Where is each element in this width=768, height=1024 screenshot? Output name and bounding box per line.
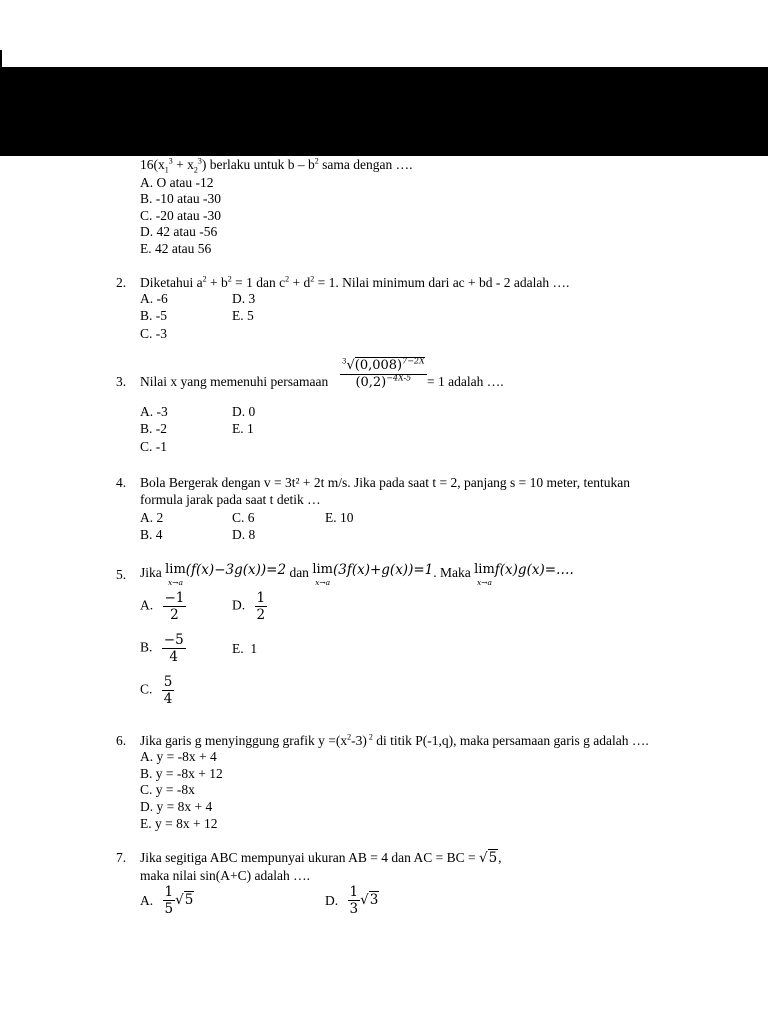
q2-option-d: D. 3 <box>232 291 256 306</box>
q3-stem: Nilai x yang memenuhi persamaan <box>140 374 329 389</box>
q3-option-d: D. 0 <box>232 404 256 419</box>
q7-stem-line1: Jika segitiga ABC mempunyai ukuran AB = 4 dan AC = BC = √5, <box>140 850 502 866</box>
q5-option-c: C. $\frac{5}{4}$ <box>140 674 173 707</box>
q1-option-c: C. -20 atau -30 <box>140 208 221 223</box>
q5-option-b: B. $\frac{-5}{4}$ <box>140 632 184 665</box>
q4-option-b: B. 4 <box>140 527 163 542</box>
q2-option-b: B. -5 <box>140 308 167 323</box>
q5-option-a: A. $\frac{-1}{2}$ <box>140 590 185 623</box>
q4-number: 4. <box>116 475 127 490</box>
q1-option-a: A. O atau -12 <box>140 175 214 190</box>
q6-option-a: A. y = -8x + 4 <box>140 749 217 764</box>
q3-denominator: $(0,2)^{-4X-5}$ <box>355 373 412 390</box>
q4-stem-line2: formula jarak pada saat t detik … <box>140 492 321 507</box>
q3-option-b: B. -2 <box>140 421 167 436</box>
redaction-bar <box>0 67 768 156</box>
q7-sqrt: √5 <box>478 850 498 866</box>
q3-numerator: $^3√(0,008)^{7-2X}$ <box>342 356 425 373</box>
q5-limit-2: lim x→a <box>312 562 333 587</box>
q1-continuation: $16(x_1^3 + x_2^3)$ berlaku untuk b – $b^2$ sama dengan …. <box>140 156 413 175</box>
q6-option-d: D. y = 8x + 4 <box>140 799 213 814</box>
q5-number: 5. <box>116 567 127 582</box>
q7-stem-line2: maka nilai sin(A+C) adalah …. <box>140 868 310 883</box>
q5-stem: Jika lim x→a (f(x)−3g(x))=2 dan lim x→a (3f(x)+g(x))=1. Maka lim x→a f(x)g(x)=…. <box>140 562 574 587</box>
q4-option-d: D. 8 <box>232 527 256 542</box>
q4-option-c: C. 6 <box>232 510 255 525</box>
q3-option-a: A. -3 <box>140 404 168 419</box>
page-edge-mark <box>0 50 2 68</box>
q3-option-e: E. 1 <box>232 421 254 436</box>
q3-number: 3. <box>116 374 127 389</box>
q4-option-e: E. 10 <box>325 510 354 525</box>
q1-option-b: B. -10 atau -30 <box>140 191 221 206</box>
q6-number: 6. <box>116 733 127 748</box>
q7-number: 7. <box>116 850 127 865</box>
q1-option-d: D. 42 atau -56 <box>140 224 218 239</box>
q3-fraction <box>340 358 427 391</box>
q7-option-d: D. $\frac{1}{3}$ √3 <box>325 884 379 917</box>
q6-option-e: E. y = 8x + 12 <box>140 816 218 831</box>
q2-option-c: C. -3 <box>140 326 167 341</box>
q2-option-a: A. -6 <box>140 291 168 306</box>
q2-stem: Diketahui $a^2 + b^2 = 1$ dan $c^2 + d^2 = 1$. Nilai minimum dari ac + bd - 2 adalah …. <box>140 274 570 290</box>
q4-stem-line1: Bola Bergerak dengan v = 3t² + 2t m/s. Jika pada saat t = 2, panjang s = 10 meter, tentukan <box>140 475 630 490</box>
q2-option-e: E. 5 <box>232 308 254 323</box>
q5-limit-1: lim x→a <box>165 562 186 587</box>
q2-number: 2. <box>116 275 127 290</box>
q4-option-a: A. 2 <box>140 510 164 525</box>
q5-option-d: D. $\frac{1}{2}$ <box>232 590 266 623</box>
q1-option-e: E. 42 atau 56 <box>140 241 212 256</box>
q3-option-c: C. -1 <box>140 439 167 454</box>
q6-option-c: C. y = -8x <box>140 782 195 797</box>
q5-option-e: E. 1 <box>232 641 258 656</box>
q5-limit-3: lim x→a <box>474 562 495 587</box>
q7-option-a: A. $\frac{1}{5}$ √5 <box>140 884 194 917</box>
q3-tail: = 1 adalah …. <box>427 374 504 389</box>
q3-equation <box>340 358 427 391</box>
q6-option-b: B. y = -8x + 12 <box>140 766 223 781</box>
q6-stem: Jika garis g menyinggung grafik $y =(x^2-3)$ $^2$ di titik P(-1,q), maka persamaan garis g adalah …. <box>140 732 649 748</box>
